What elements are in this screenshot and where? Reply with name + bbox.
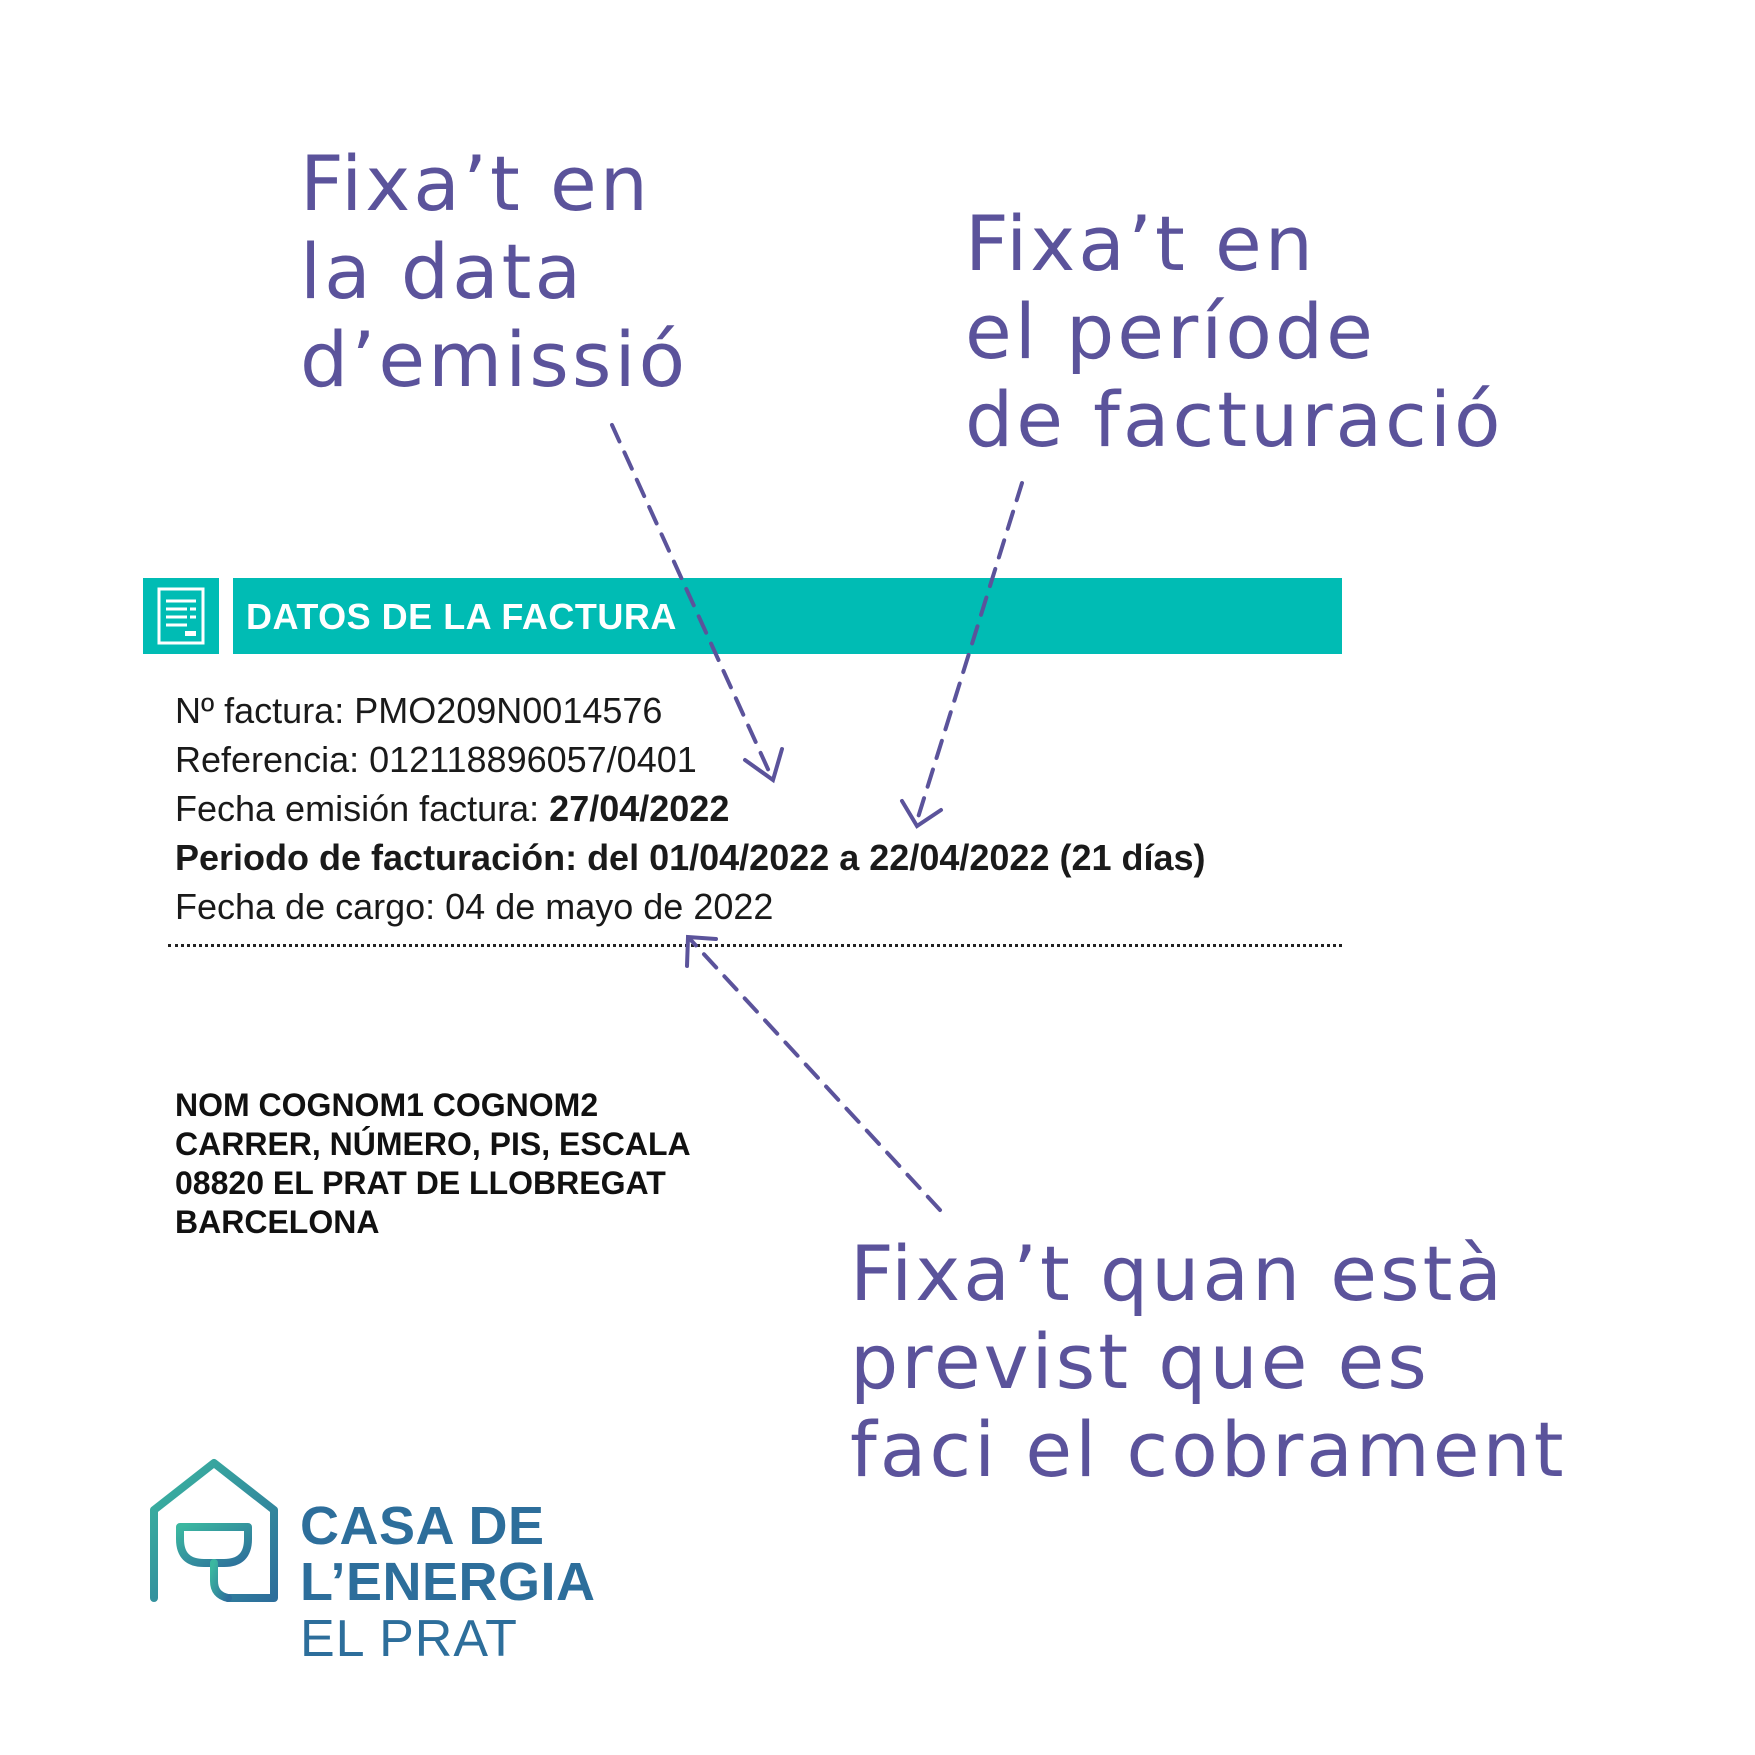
address-line: BARCELONA (175, 1204, 380, 1240)
logo-line-1: CASA DE (300, 1496, 545, 1556)
logo-wordmark (300, 1498, 596, 1668)
arrow-to-charge-date (687, 937, 940, 1210)
note-line: previst que es (850, 1317, 1430, 1406)
emission-label: Fecha emisión factura: (175, 788, 550, 829)
arrow-to-billing-period (902, 483, 1022, 826)
note-line: de facturació (965, 375, 1504, 464)
logo-line-3: EL PRAT (300, 1610, 518, 1668)
logo-line-2: L’ENERGIA (300, 1552, 596, 1612)
address-line: CARRER, NÚMERO, PIS, ESCALA (175, 1126, 691, 1162)
note-line: faci el cobrament (850, 1405, 1567, 1494)
house-plug-icon (146, 1455, 286, 1605)
note-line: la data (300, 227, 585, 316)
invoice-reference: Referencia: 012118896057/0401 (175, 739, 697, 780)
invoice-billing-period: Periodo de facturación: del 01/04/2022 a 22/04/2022 (21 días) (175, 837, 1206, 878)
banner-title: DATOS DE LA FACTURA (246, 596, 677, 637)
invoice-number: Nº factura: PMO209N0014576 (175, 690, 663, 731)
address-line: 08820 EL PRAT DE LLOBREGAT (175, 1165, 666, 1201)
arrow-to-emission-date (612, 425, 782, 780)
invoice-charge-date: Fecha de cargo: 04 de mayo de 2022 (175, 886, 774, 927)
emission-value: 27/04/2022 (549, 788, 730, 829)
note-line: Fixa’t en (300, 139, 651, 228)
note-line: Fixa’t quan està (850, 1229, 1505, 1318)
note-line: Fixa’t en (965, 199, 1316, 288)
note-line: el període (965, 287, 1376, 376)
address-line: NOM COGNOM1 COGNOM2 (175, 1087, 599, 1123)
note-line: d’emissió (300, 315, 689, 404)
